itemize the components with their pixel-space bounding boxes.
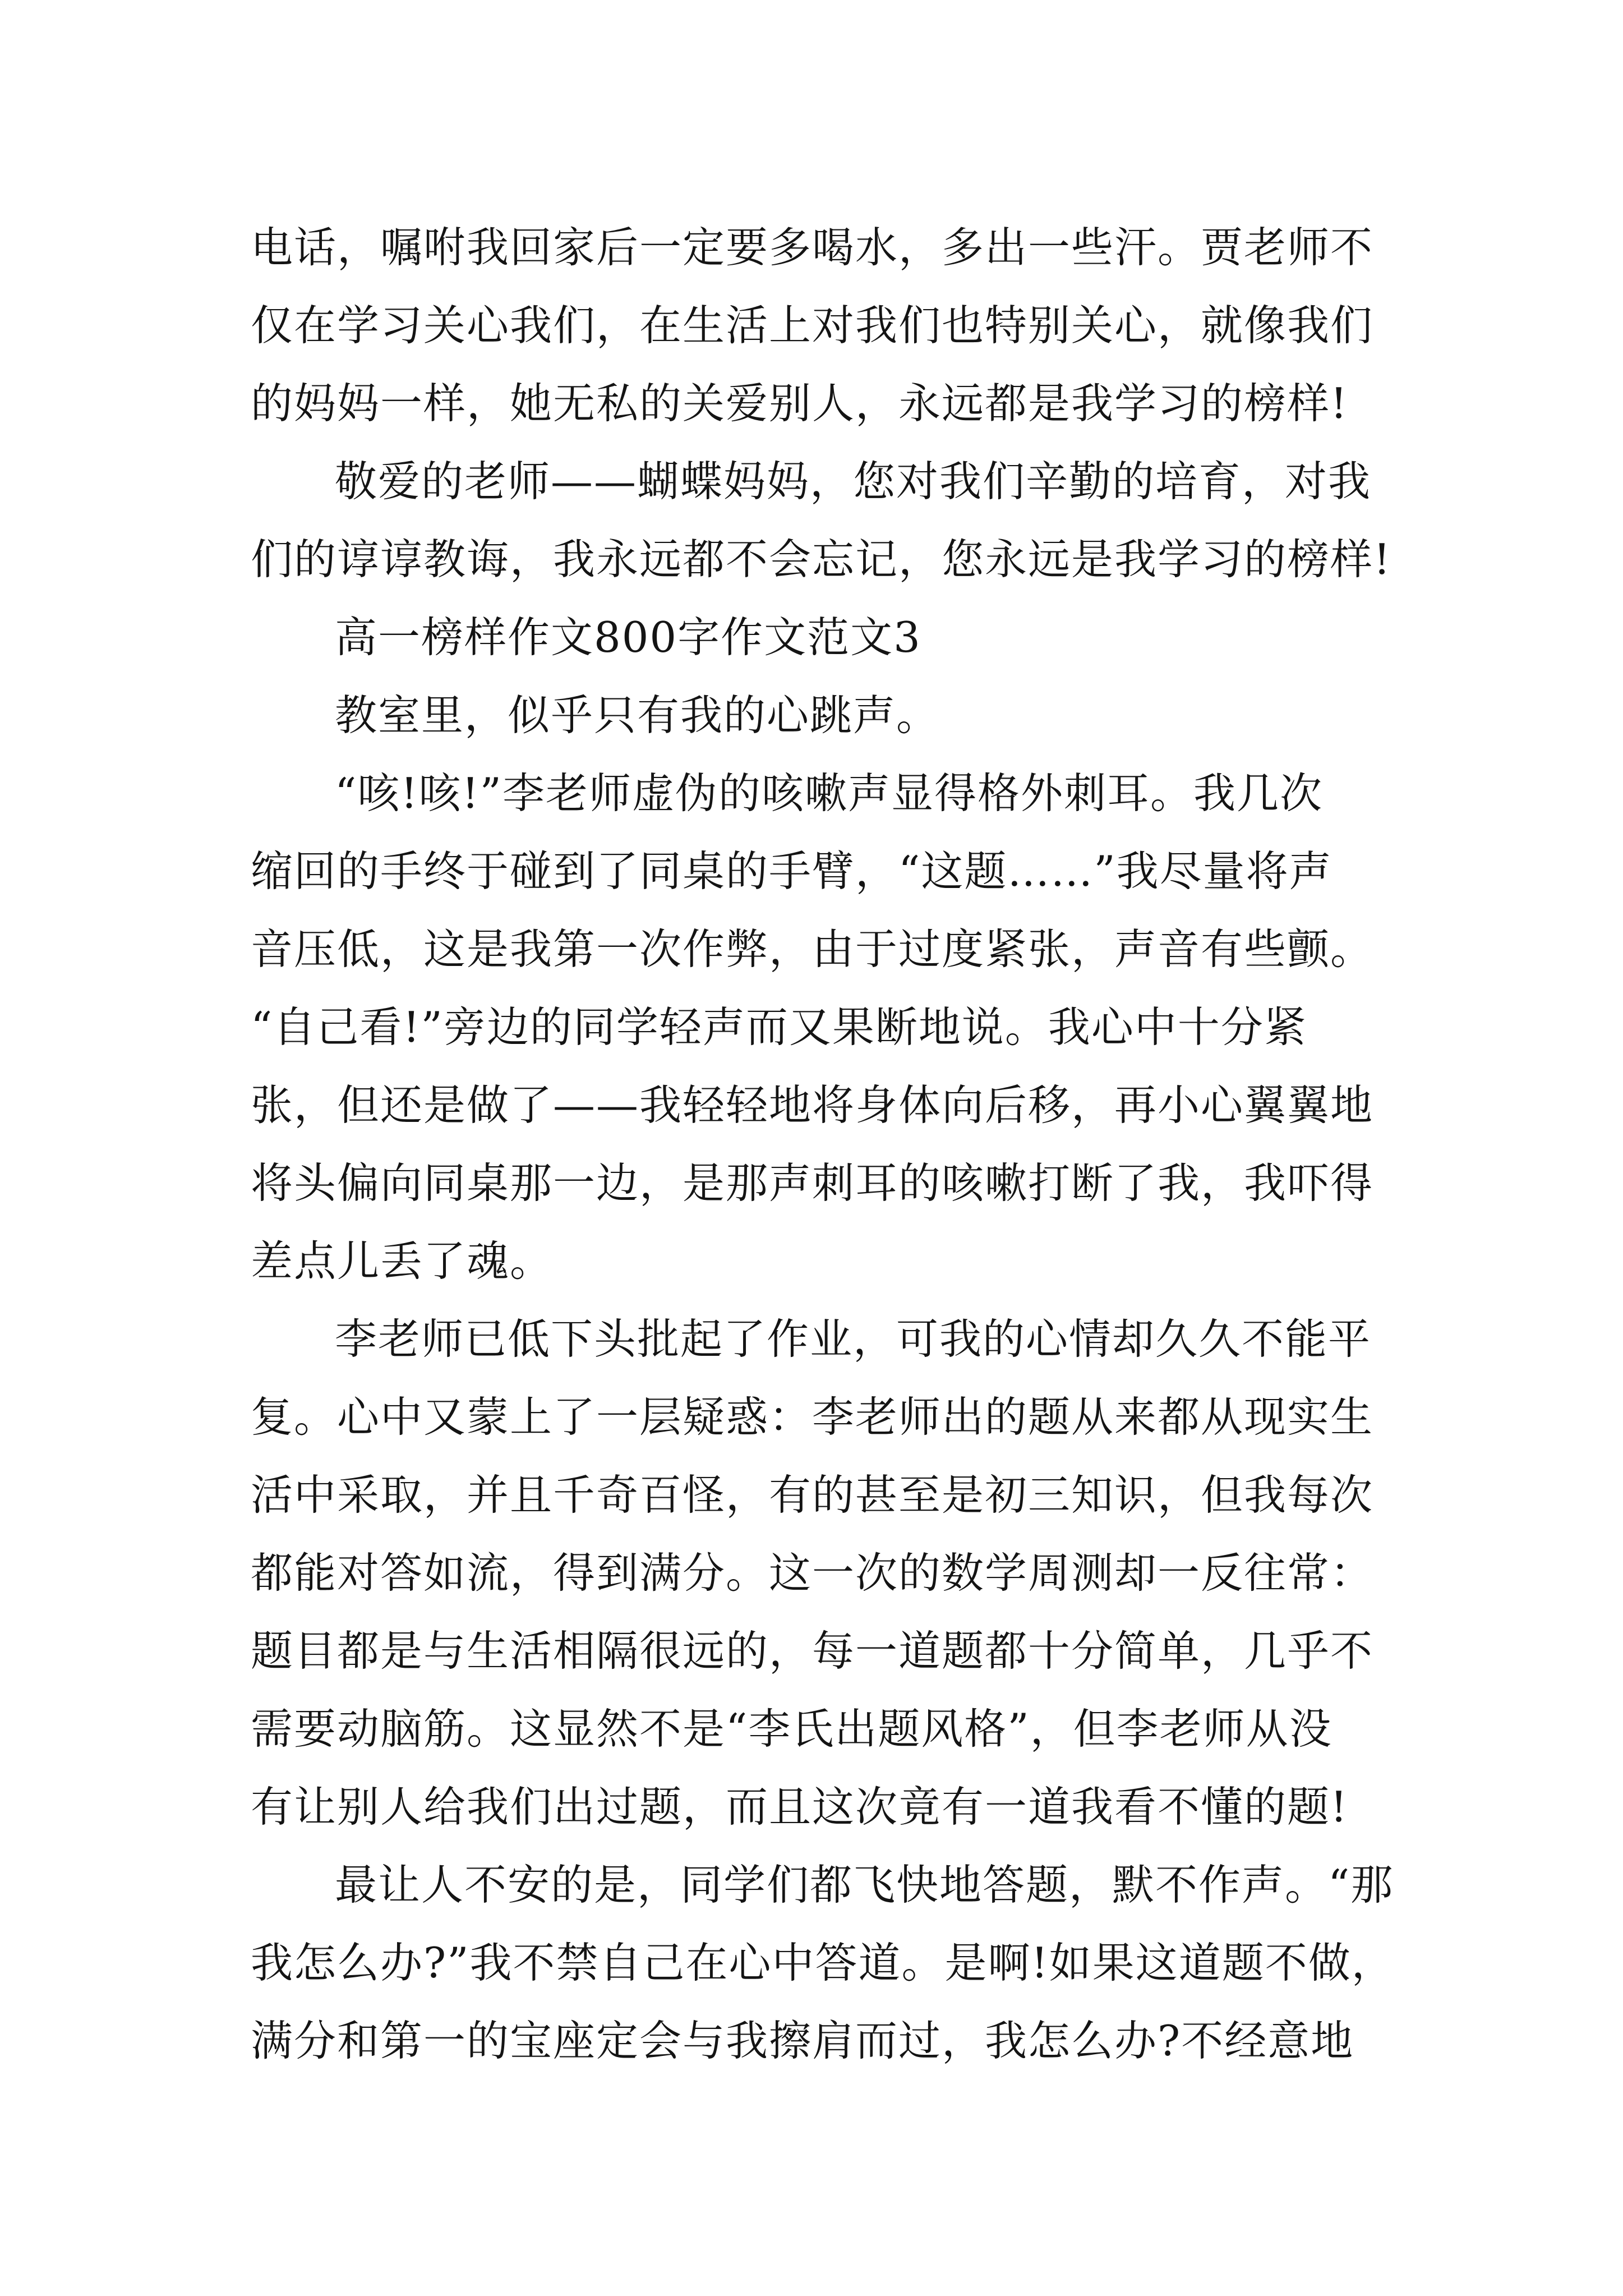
text-line: 我怎么办?”我不禁自己在心中答道。是啊!如果这道题不做， bbox=[251, 1938, 1395, 1987]
paragraph-start-line: 教室里，似乎只有我的心跳声。 bbox=[335, 691, 940, 740]
text-line: 差点儿丢了魂。 bbox=[251, 1236, 554, 1286]
text-line: 需要动脑筋。这显然不是“李氏出题风格”，但李老师从没 bbox=[251, 1704, 1332, 1754]
text-line: 题目都是与生活相隔很远的，每一道题都十分简单，几乎不 bbox=[251, 1626, 1374, 1676]
text-line: 仅在学习关心我们，在生活上对我们也特别关心，就像我们 bbox=[251, 301, 1374, 350]
text-line: 的妈妈一样，她无私的关爱别人，永远都是我学习的榜样! bbox=[251, 379, 1349, 428]
section-heading: 高一榜样作文800字作文范文3 bbox=[335, 613, 921, 662]
paragraph-start-line: “咳!咳!”李老师虚伪的咳嗽声显得格外刺耳。我几次 bbox=[335, 769, 1323, 818]
paragraph-start-line: 最让人不安的是，同学们都飞快地答题，默不作声。“那 bbox=[335, 1860, 1394, 1910]
text-line: 满分和第一的宝座定会与我擦肩而过，我怎么办?不经意地 bbox=[251, 2016, 1354, 2065]
text-line: 有让别人给我们出过题，而且这次竟有一道我看不懂的题! bbox=[251, 1782, 1349, 1832]
text-line: “自己看!”旁边的同学轻声而又果断地说。我心中十分紧 bbox=[251, 1002, 1307, 1052]
paragraph-start-line: 李老师已低下头批起了作业，可我的心情却久久不能平 bbox=[335, 1314, 1372, 1364]
text-line: 缩回的手终于碰到了同桌的手臂，“这题……”我尽量将声 bbox=[251, 846, 1332, 896]
text-line: 将头偏向同桌那一边，是那声刺耳的咳嗽打断了我，我吓得 bbox=[251, 1158, 1374, 1208]
text-line: 电话，嘱咐我回家后一定要多喝水，多出一些汗。贾老师不 bbox=[251, 223, 1374, 272]
text-line: 复。心中又蒙上了一层疑惑：李老师出的题从来都从现实生 bbox=[251, 1392, 1374, 1442]
text-line: 都能对答如流，得到满分。这一次的数学周测却一反往常： bbox=[251, 1548, 1374, 1598]
text-line: 音压低，这是我第一次作弊，由于过度紧张，声音有些颤。 bbox=[251, 924, 1374, 974]
text-line: 活中采取，并且千奇百怪，有的甚至是初三知识，但我每次 bbox=[251, 1470, 1374, 1520]
paragraph-start-line: 敬爱的老师——蝴蝶妈妈，您对我们辛勤的培育，对我 bbox=[335, 457, 1372, 506]
body-text bbox=[251, 209, 1395, 2080]
text-line: 们的谆谆教诲，我永远都不会忘记，您永远是我学习的榜样! bbox=[251, 535, 1392, 584]
text-line: 张，但还是做了——我轻轻地将身体向后移，再小心翼翼地 bbox=[251, 1080, 1374, 1130]
